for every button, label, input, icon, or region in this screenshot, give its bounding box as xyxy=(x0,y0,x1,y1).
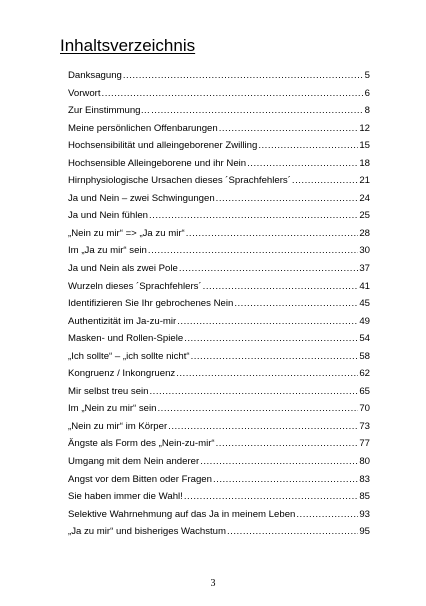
dot-leader xyxy=(184,333,358,344)
dot-leader xyxy=(179,263,358,274)
toc-entry-label: Selektive Wahrnehmung auf das Ja in meinem Leben xyxy=(68,508,296,520)
dot-leader xyxy=(296,509,358,520)
toc-entry-label: Kongruenz / Inkongruenz xyxy=(68,368,176,380)
toc-entry-label: Identifizieren Sie Ihr gebrochenes Nein xyxy=(68,298,234,310)
toc-entry-page: 70 xyxy=(359,403,370,415)
toc-entry-page: 12 xyxy=(359,122,370,134)
page-number: 3 xyxy=(210,578,216,589)
toc-entry-page: 85 xyxy=(359,491,370,503)
toc-entry-page: 5 xyxy=(364,70,370,81)
toc-entry-label: Wurzeln dieses ´Sprachfehlers´ xyxy=(68,280,202,292)
dot-leader xyxy=(203,281,359,292)
toc-entry xyxy=(68,105,370,123)
dot-leader xyxy=(191,351,359,362)
toc-entry-label: Umgang mit dem Nein anderer xyxy=(68,456,200,468)
toc-entry-page: 45 xyxy=(359,298,370,310)
dot-leader xyxy=(186,228,359,239)
toc-entry xyxy=(68,403,370,421)
toc-entry-page: 62 xyxy=(359,368,370,380)
toc-entry-label: Authentizität im Ja-zu-mir xyxy=(68,315,177,327)
toc-entry-label: Ängste als Form des „Nein-zu-mir“ xyxy=(68,438,215,450)
dot-leader xyxy=(234,298,358,309)
toc-entry xyxy=(68,456,370,474)
toc-entry-page: 8 xyxy=(364,105,370,117)
toc-entry-label: Hochsensible Alleingeborene und ihr Nein xyxy=(68,157,247,169)
toc-entry-page: 21 xyxy=(359,175,370,187)
dot-leader xyxy=(177,316,358,327)
toc-entry xyxy=(68,175,370,193)
toc-entry xyxy=(68,88,370,106)
toc-entry xyxy=(68,316,370,334)
toc-entry xyxy=(68,351,370,369)
dot-leader xyxy=(102,88,364,99)
toc-entry xyxy=(68,193,370,211)
toc-entry-page: 83 xyxy=(359,473,370,485)
toc-entry-label: Ja und Nein fühlen xyxy=(68,210,149,222)
toc-entry-page: 73 xyxy=(359,420,370,432)
toc-entry xyxy=(68,228,370,246)
dot-leader xyxy=(176,368,358,379)
toc-entry-label: Mir selbst treu sein xyxy=(68,385,149,397)
toc-entry-label: Sie haben immer die Wahl! xyxy=(68,491,183,503)
toc-entry-label: Meine persönlichen Offenbarungen xyxy=(68,122,218,134)
toc-entry xyxy=(68,140,370,158)
toc-entry-page: 28 xyxy=(359,227,370,239)
toc-entry-label: „Nein zu mir“ => „Ja zu mir“ xyxy=(68,227,185,239)
dot-leader xyxy=(149,210,358,221)
toc-entry xyxy=(68,421,370,439)
dot-leader xyxy=(216,438,359,449)
table-of-contents xyxy=(68,70,370,544)
toc-entry-label: Im „Ja zu mir“ sein xyxy=(68,245,147,257)
toc-entry xyxy=(68,438,370,456)
toc-entry-page: 30 xyxy=(359,245,370,257)
toc-entry xyxy=(68,333,370,351)
toc-entry-label: „Ja zu mir“ und bisheriges Wachstum xyxy=(68,526,226,538)
toc-entry-label: Zur Einstimmung… xyxy=(68,105,151,117)
toc-entry-label: Hochsensibilität und alleingeborener Zwilling xyxy=(68,140,258,152)
toc-entry-page: 65 xyxy=(359,385,370,397)
toc-entry-label: Ja und Nein – zwei Schwingungen xyxy=(68,192,215,204)
dot-leader xyxy=(158,403,359,414)
dot-leader xyxy=(151,105,364,116)
toc-entry xyxy=(68,526,370,544)
dot-leader xyxy=(150,386,359,397)
dot-leader xyxy=(258,140,358,151)
toc-entry xyxy=(68,123,370,141)
toc-entry xyxy=(68,263,370,281)
toc-entry xyxy=(68,474,370,492)
toc-entry xyxy=(68,210,370,228)
dot-leader xyxy=(168,421,358,432)
dot-leader xyxy=(200,456,358,467)
toc-entry xyxy=(68,245,370,263)
toc-entry xyxy=(68,386,370,404)
toc-entry xyxy=(68,298,370,316)
toc-entry-label: „Nein zu mir“ im Körper xyxy=(68,420,168,432)
dot-leader xyxy=(184,491,359,502)
toc-entry-page: 93 xyxy=(359,508,370,520)
toc-entry-page: 6 xyxy=(364,87,370,99)
dot-leader xyxy=(216,193,359,204)
toc-entry-label: Im „Nein zu mir“ sein xyxy=(68,403,157,415)
toc-entry-page: 37 xyxy=(359,263,370,275)
toc-entry-page: 41 xyxy=(359,280,370,292)
toc-entry-page: 95 xyxy=(359,526,370,538)
toc-entry-label: Hirnphysiologische Ursachen dieses ´Sprachfehlers´ xyxy=(68,175,291,187)
toc-entry-label: Danksagung xyxy=(68,70,122,81)
toc-entry xyxy=(68,70,370,88)
toc-entry-page: 58 xyxy=(359,350,370,362)
toc-entry xyxy=(68,368,370,386)
toc-entry-label: Masken- und Rollen-Spiele xyxy=(68,333,184,345)
dot-leader xyxy=(292,175,358,186)
toc-entry-page: 77 xyxy=(359,438,370,450)
toc-entry-label: „Ich sollte“ – „ich sollte nicht“ xyxy=(68,350,190,362)
dot-leader xyxy=(123,70,364,81)
toc-entry-page: 18 xyxy=(359,157,370,169)
dot-leader xyxy=(247,158,358,169)
dot-leader xyxy=(213,474,358,485)
toc-entry xyxy=(68,158,370,176)
toc-entry-page: 80 xyxy=(359,456,370,468)
toc-entry-label: Vorwort xyxy=(68,87,101,99)
dot-leader xyxy=(219,123,359,134)
toc-entry xyxy=(68,281,370,299)
toc-entry-page: 49 xyxy=(359,315,370,327)
page-title: Inhaltsverzeichnis xyxy=(60,36,196,55)
toc-entry-page: 25 xyxy=(359,210,370,222)
toc-entry xyxy=(68,491,370,509)
toc-entry-page: 54 xyxy=(359,333,370,345)
dot-leader xyxy=(148,245,358,256)
toc-entry-label: Angst vor dem Bitten oder Fragen xyxy=(68,473,212,485)
dot-leader xyxy=(227,526,358,537)
toc-entry-page: 15 xyxy=(359,140,370,152)
toc-entry xyxy=(68,509,370,527)
toc-entry-label: Ja und Nein als zwei Pole xyxy=(68,263,178,275)
toc-entry-page: 24 xyxy=(359,192,370,204)
